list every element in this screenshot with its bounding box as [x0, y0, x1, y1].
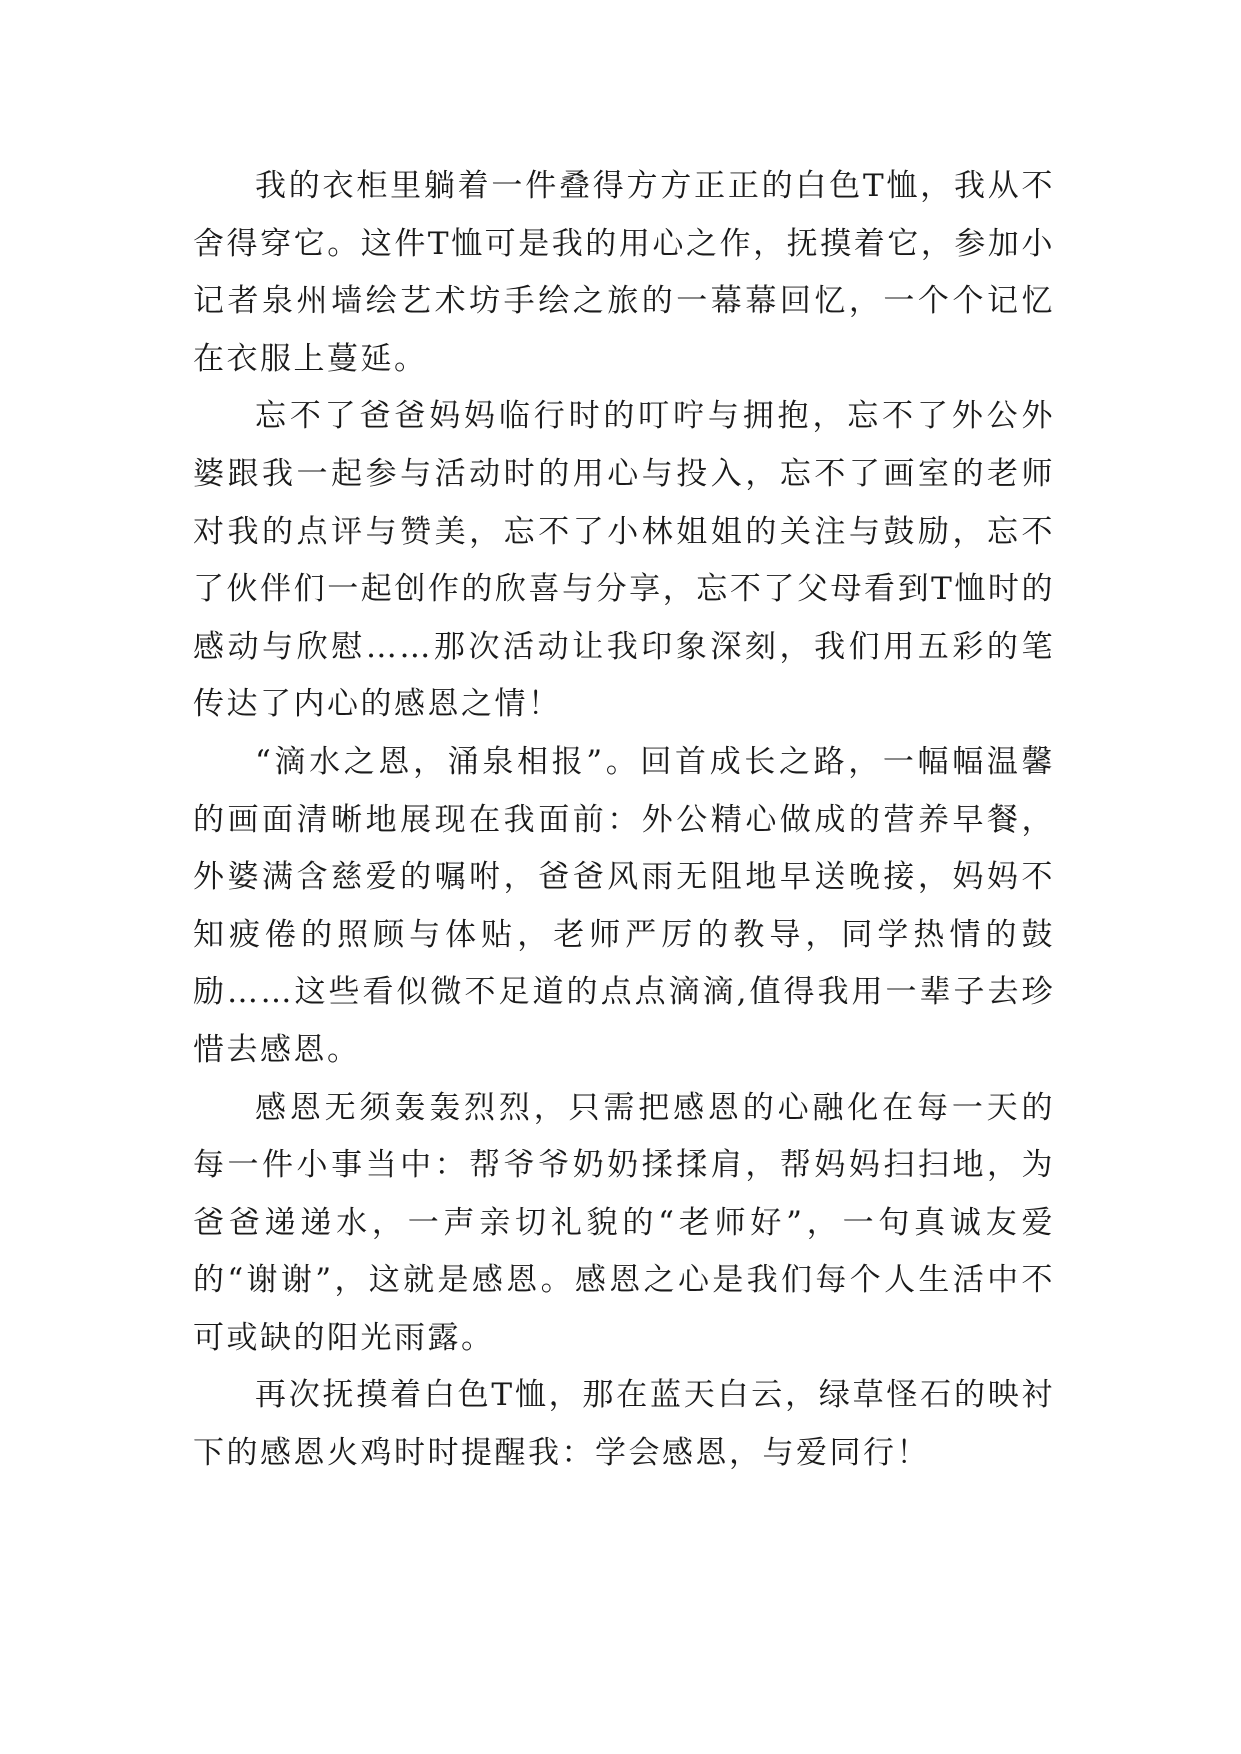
paragraph: 再次抚摸着白色T恤，那在蓝天白云，绿草怪石的映衬下的感恩火鸡时时提醒我：学会感恩，与爱同行！ — [193, 1377, 1055, 1472]
paragraph: 我的衣柜里躺着一件叠得方方正正的白色T恤，我从不舍得穿它。这件T恤可是我的用心之作，抚摸着它，参加小记者泉州墙绘艺术坊手绘之旅的一幕幕回忆，一个个记忆在衣服上蔓延。 — [193, 168, 1055, 377]
paragraph: 感恩无须轰轰烈烈，只需把感恩的心融化在每一天的每一件小事当中：帮爷爷奶奶揉揉肩，帮妈妈扫扫地，为爸爸递递水，一声亲切礼貌的“老师好”，一句真诚友爱的“谢谢”，这就是感恩。感恩之心是我们每个人生活中不可或缺的阳光雨露。 — [193, 1089, 1055, 1356]
paragraph: 忘不了爸爸妈妈临行时的叮咛与拥抱，忘不了外公外婆跟我一起参与活动时的用心与投入，忘不了画室的老师对我的点评与赞美，忘不了小林姐姐的关注与鼓励，忘不了伙伴们一起创作的欣喜与分享，忘不了父母看到T恤时的感动与欣慰……那次活动让我印象深刻，我们用五彩的笔传达了内心的感恩之情！ — [193, 398, 1055, 723]
paragraph: “滴水之恩，涌泉相报”。回首成长之路，一幅幅温馨的画面清晰地展现在我面前：外公精心做成的营养早餐，外婆满含慈爱的嘱咐，爸爸风雨无阻地早送晚接，妈妈不知疲倦的照顾与体贴，老师严厉的教导，同学热情的鼓励……这些看似微不足道的点点滴滴,值得我用一辈子去珍惜去感恩。 — [193, 743, 1055, 1068]
essay-body — [193, 158, 1055, 1483]
